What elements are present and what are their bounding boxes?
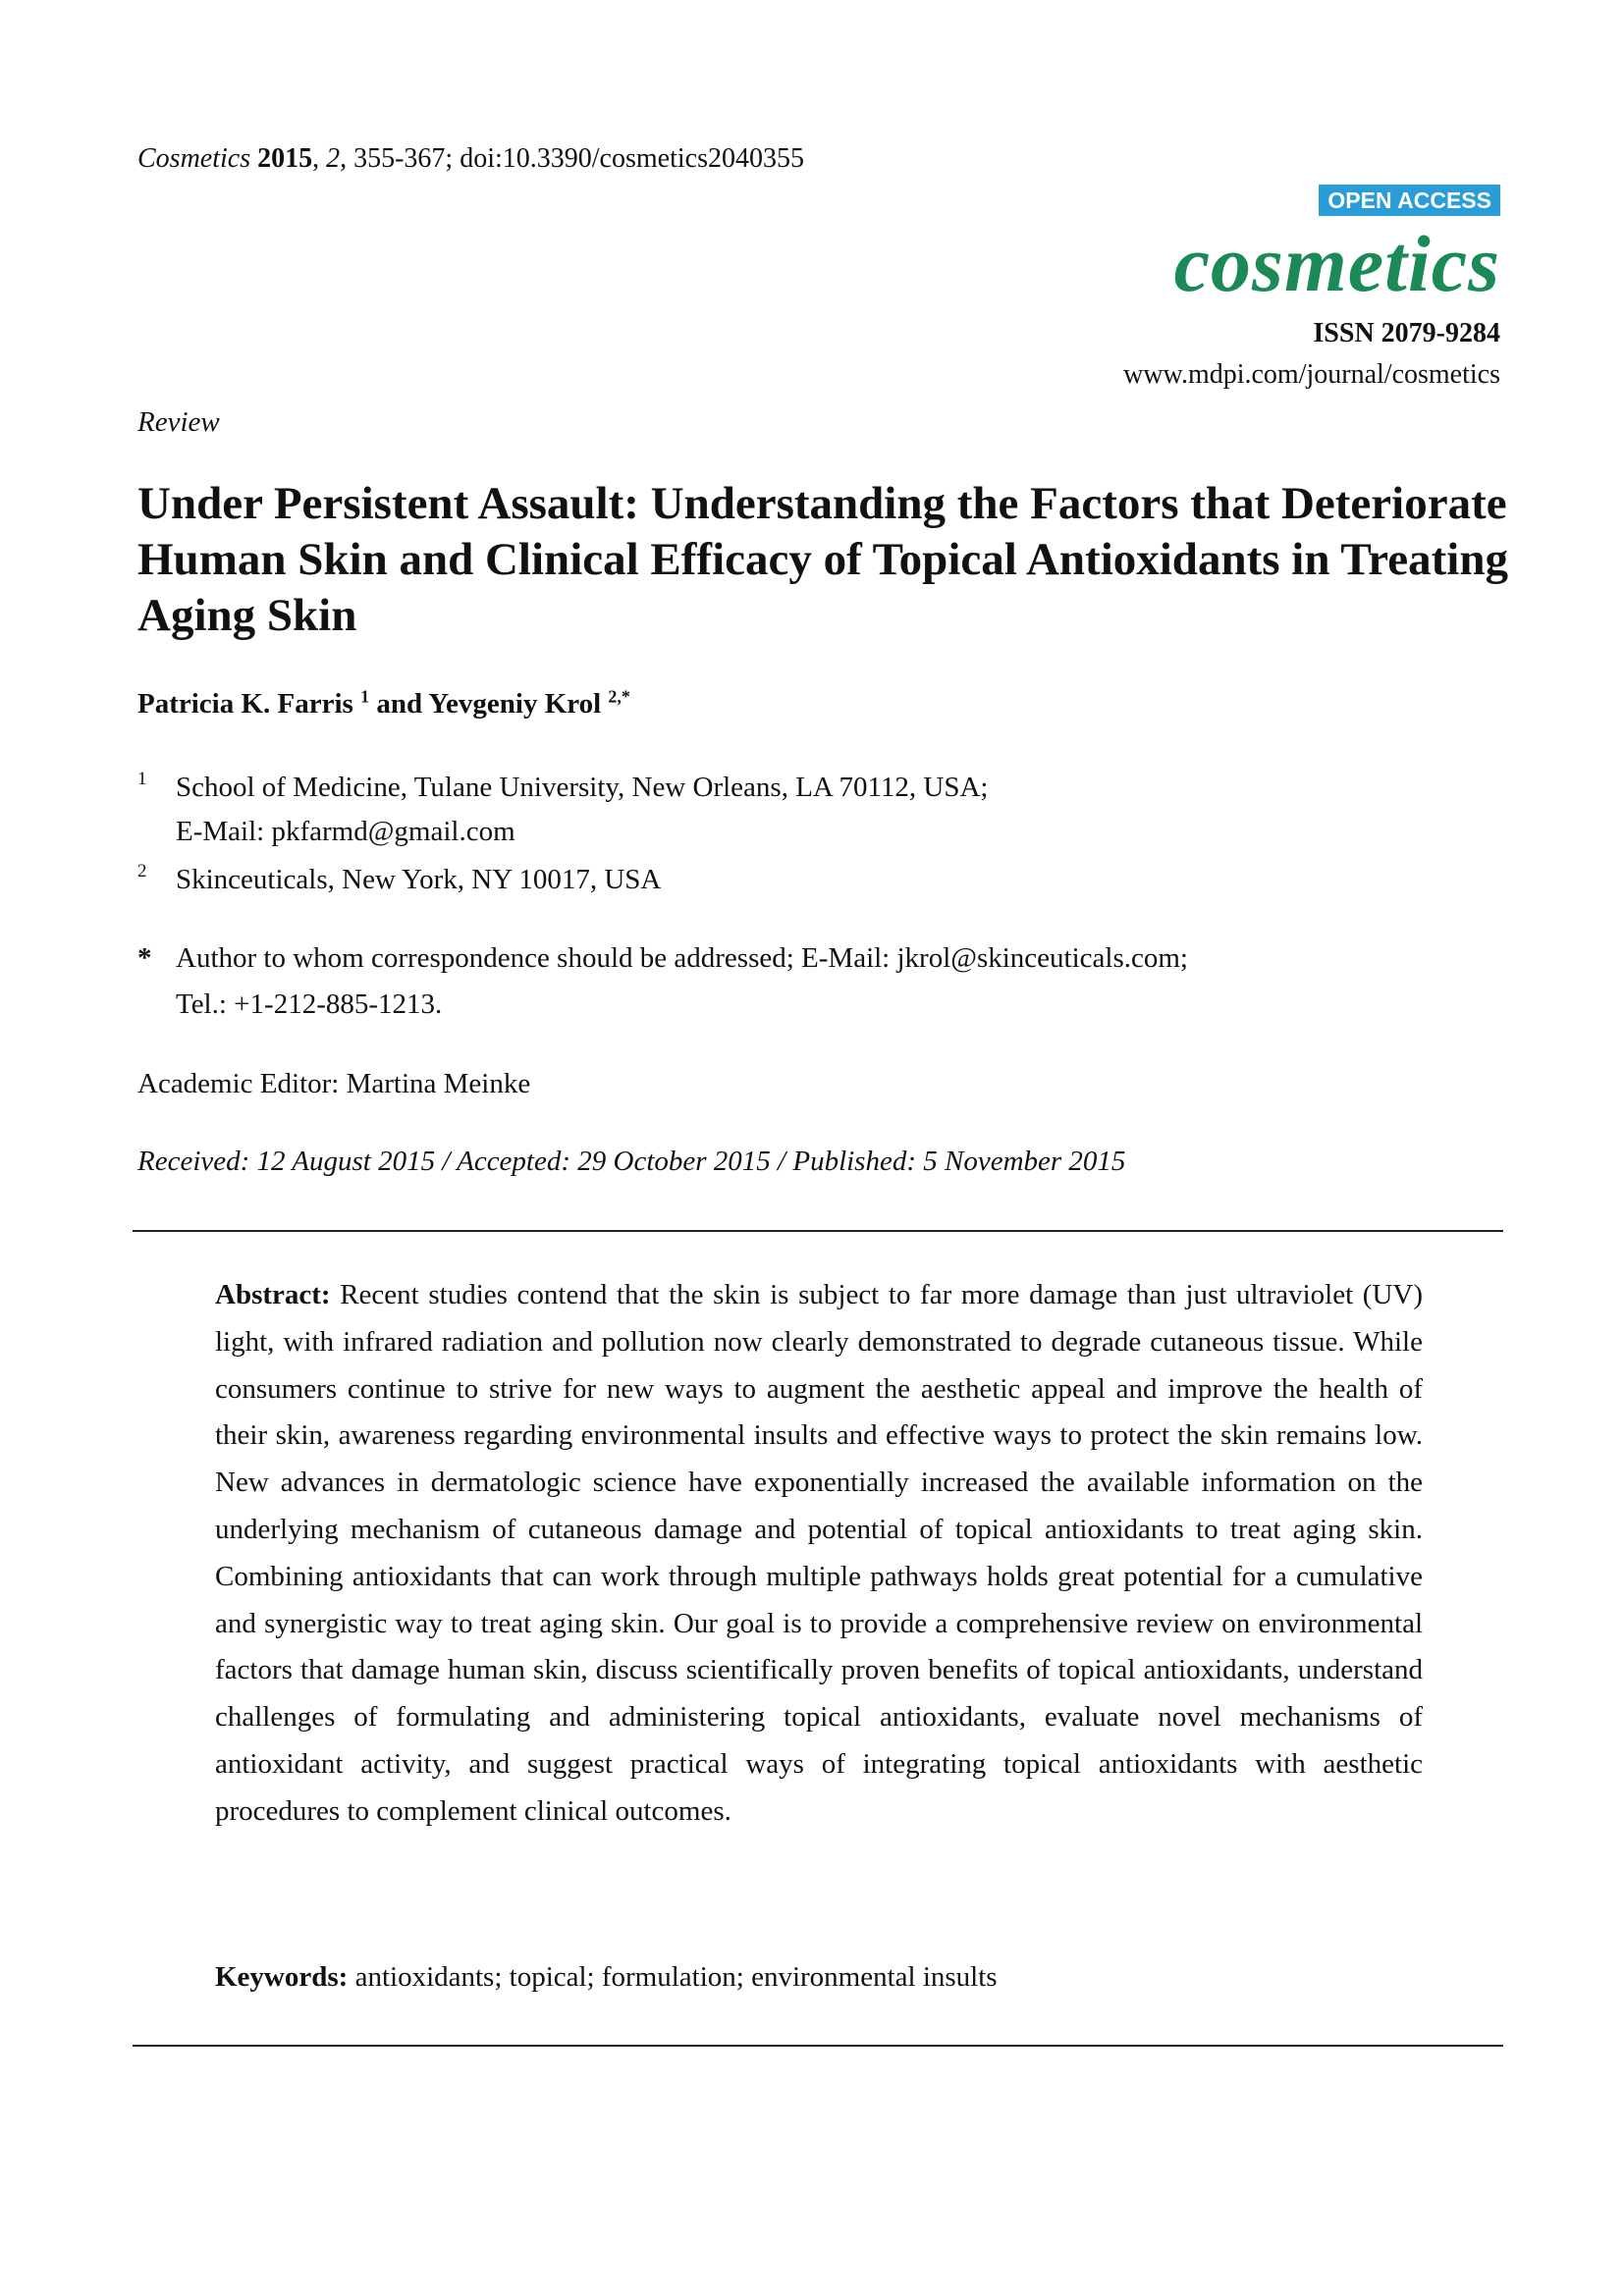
keywords: [215, 1963, 998, 1992]
article-type: Review: [137, 406, 220, 438]
abstract: [215, 1272, 1423, 1836]
affiliation-mark: 1: [137, 769, 147, 789]
keywords-text: antioxidants; topical; formulation; environmental insults: [354, 1961, 998, 1993]
divider-top: [133, 1230, 1503, 1232]
citation-pages-doi: , 355-367; doi:10.3390/cosmetics2040355: [340, 143, 804, 174]
citation-volume: 2: [326, 143, 341, 174]
affiliation-text: School of Medicine, Tulane University, New Orleans, LA 70112, USA;: [176, 772, 989, 803]
author-affiliation-mark: 2,*: [608, 686, 630, 707]
citation-year: 2015: [257, 143, 313, 174]
author-name: Patricia K. Farris: [137, 688, 353, 720]
affiliation-mark: 2: [137, 861, 147, 881]
author-list: [137, 686, 630, 720]
issn: ISSN 2079-9284: [1313, 318, 1500, 348]
correspondence-phone-text: Tel.: +1-212-885-1213.: [176, 988, 443, 1020]
affiliation-email[interactable]: E-Mail: pkfarmd@gmail.com: [176, 816, 515, 847]
open-access-badge: OPEN ACCESS: [1319, 185, 1500, 216]
author-affiliation-mark: 1: [360, 686, 370, 707]
journal-name: Cosmetics: [137, 143, 251, 174]
author-connector: and: [376, 688, 423, 720]
keywords-label: Keywords:: [215, 1961, 349, 1993]
journal-url[interactable]: www.mdpi.com/journal/cosmetics: [1123, 359, 1500, 390]
divider-bottom: [133, 2045, 1503, 2047]
academic-editor: Academic Editor: Martina Meinke: [137, 1068, 531, 1099]
journal-logo: cosmetics: [1173, 219, 1500, 308]
affiliation-text: Skinceuticals, New York, NY 10017, USA: [176, 864, 662, 895]
correspondence-text: Author to whom correspondence should be addressed; E-Mail: jkrol@skinceuticals.com;: [176, 942, 1188, 974]
abstract-label: Abstract:: [215, 1279, 331, 1310]
author-name: Yevgeniy Krol: [428, 688, 602, 720]
abstract-text: Recent studies contend that the skin is subject to far more damage than just ultraviolet (UV) light, with infrared radiation and pollution now clearly demonstrated to degrade cutaneous tissue. While consumers continue to strive for new ways to augment the aesthetic appeal and improve the health of their skin, awareness regarding environmental insults and effective ways to protect the skin remains low. New advances in dermatologic science have exponentially increased the available information on the underlying mechanism of cutaneous damage and potential of topical antioxidants to treat aging skin. Combining antioxidants that can work through multiple pathways holds great potential for a cumulative and synergistic way to treat aging skin. Our goal is to provide a comprehensive review on environmental factors that damage human skin, discuss scientifically proven benefits of topical antioxidants, understand challenges of formulating and administering topical antioxidants, evaluate novel mechanisms of antioxidant activity, and suggest practical ways of integrating topical antioxidants with aesthetic procedures to complement clinical outcomes.: [215, 1279, 1423, 1827]
citation-line: Cosmetics 2015, 2, 355-367; doi:10.3390/cosmetics2040355: [137, 143, 804, 174]
correspondence-mark: *: [137, 942, 152, 974]
article-title: Under Persistent Assault: Understanding the Factors that Deteriorate Human Skin and Clinical Efficacy of Topical Antioxidants in Treating Aging Skin: [137, 478, 1508, 641]
publication-dates: Received: 12 August 2015 / Accepted: 29 October 2015 / Published: 5 November 2015: [137, 1146, 1126, 1177]
